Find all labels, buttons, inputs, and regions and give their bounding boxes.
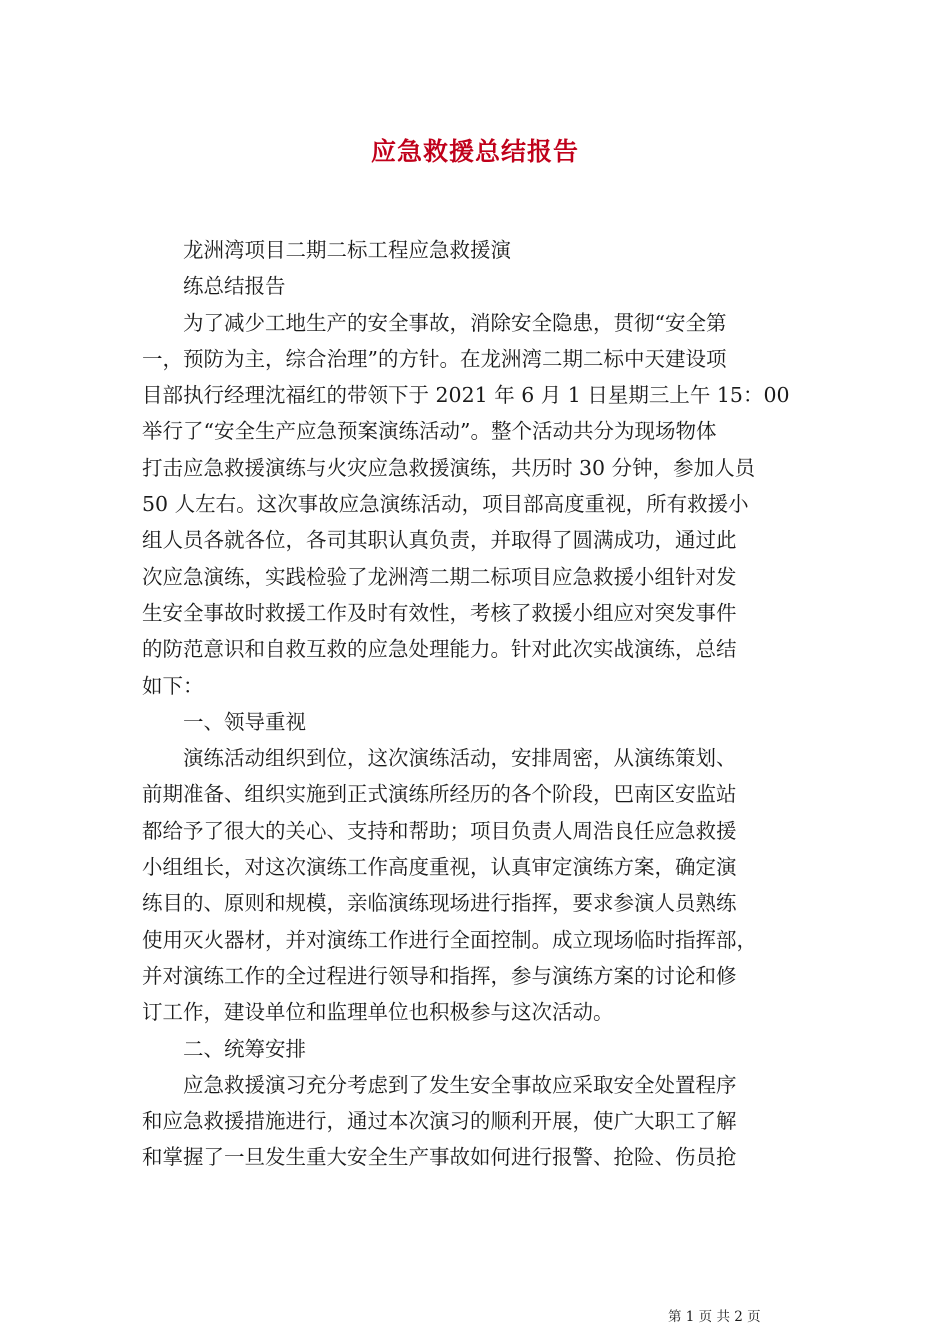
body-line: 次应急演练，实践检验了龙洲湾二期二标项目应急救援小组针对发 [142, 564, 737, 589]
body-line: 练总结报告 [142, 274, 286, 299]
page-number: 第 1 页 共 2 页 [668, 1309, 761, 1325]
body-line: 生安全事故时救援工作及时有效性，考核了救援小组应对突发事件 [142, 600, 737, 625]
body-line: 目部执行经理沈福红的带领下于 2021 年 6 月 1 日星期三上午 15：00 [142, 383, 790, 408]
body-line: 为了减少工地生产的安全事故，消除安全隐患，贯彻“安全第 [142, 310, 727, 335]
body-line: 的防范意识和自救互救的应急处理能力。针对此次实战演练，总结 [142, 637, 737, 662]
body-line: 并对演练工作的全过程进行领导和指挥，参与演练方案的讨论和修 [142, 963, 737, 988]
body-line: 小组组长，对这次演练工作高度重视，认真审定演练方案，确定演 [142, 855, 737, 880]
body-line: 和应急救援措施进行，通过本次演习的顺利开展，使广大职工了解 [142, 1109, 737, 1134]
body-line: 打击应急救援演练与火灾应急救援演练，共历时 30 分钟，参加人员 [142, 455, 756, 480]
body-line: 使用灭火器材，并对演练工作进行全面控制。成立现场临时指挥部， [142, 927, 757, 952]
body-line: 一，预防为主，综合治理”的方针。在龙洲湾二期二标中天建设项 [142, 346, 727, 371]
body-line: 应急救援演习充分考虑到了发生安全事故应采取安全处置程序 [142, 1072, 737, 1097]
body-line: 都给予了很大的关心、支持和帮助；项目负责人周浩良任应急救援 [142, 818, 737, 843]
body-line: 演练活动组织到位，这次演练活动，安排周密，从演练策划、 [142, 746, 737, 771]
section-heading: 一、领导重视 [142, 709, 306, 734]
body-line: 龙洲湾项目二期二标工程应急救援演 [142, 238, 511, 262]
body-line: 练目的、原则和规模，亲临演练现场进行指挥，要求参演人员熟练 [142, 891, 737, 916]
body-line: 订工作，建设单位和监理单位也积极参与这次活动。 [142, 1000, 614, 1025]
body-line: 前期准备、组织实施到正式演练所经历的各个阶段，巴南区安监站 [142, 782, 737, 807]
body-line: 举行了“安全生产应急预案演练活动”。整个活动共分为现场物体 [142, 419, 717, 444]
body-line: 如下： [142, 673, 204, 698]
body-line: 组人员各就各位，各司其职认真负责，并取得了圆满成功，通过此 [142, 528, 737, 553]
section-heading: 二、统筹安排 [142, 1036, 306, 1061]
document-title: 应急救援总结报告 [370, 137, 579, 166]
body-line: 50 人左右。这次事故应急演练活动，项目部高度重视，所有救援小 [142, 492, 749, 517]
document-body [142, 232, 820, 1176]
body-line: 和掌握了一旦发生重大安全生产事故如何进行报警、抢险、伤员抢 [142, 1145, 737, 1170]
